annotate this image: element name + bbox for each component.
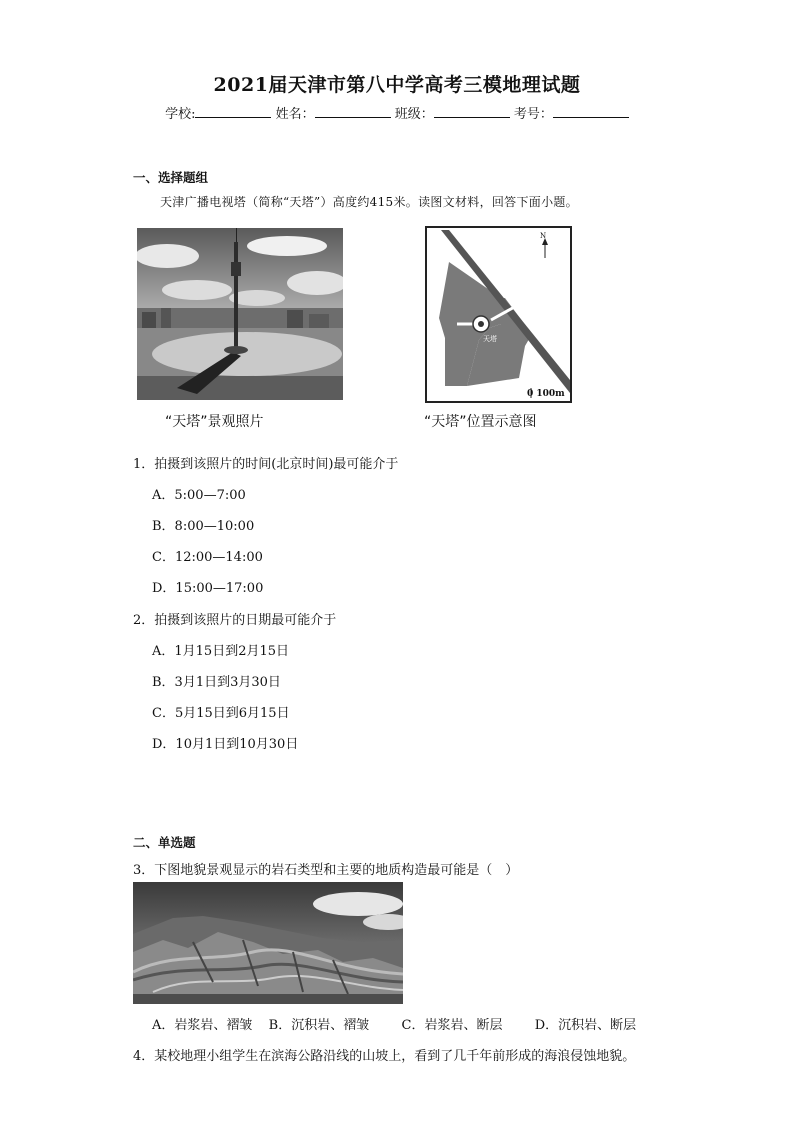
- q3-option-d[interactable]: D．沉积岩、断层: [534, 1018, 637, 1033]
- q1-option-d[interactable]: D．15:00—17:00: [152, 581, 264, 596]
- section-heading-2: 二、单选题: [133, 835, 196, 850]
- map-caption: “天塔”位置示意图: [424, 414, 537, 430]
- question-4-stem: 4．某校地理小组学生在滨海公路沿线的山坡上，看到了几千年前形成的海浪侵蚀地貌。: [133, 1049, 636, 1064]
- q1-option-c[interactable]: C．12:00—14:00: [152, 550, 263, 565]
- landform-photo-graphic: [133, 882, 403, 1004]
- map-scale: 0 100m: [527, 389, 565, 399]
- question-2-stem: 2．拍摄到该照片的日期最可能介于: [133, 613, 337, 628]
- q1-option-a[interactable]: A．5:00—7:00: [152, 488, 246, 503]
- name-blank[interactable]: [315, 105, 391, 118]
- q1-option-b[interactable]: B．8:00—10:00: [152, 519, 255, 534]
- q2-option-d[interactable]: D．10月1日到10月30日: [152, 737, 299, 752]
- tower-photo: [137, 228, 343, 400]
- name-label: 姓名：: [275, 107, 315, 122]
- exam-number-label: 考号：: [513, 107, 553, 122]
- q2-option-a[interactable]: A．1月15日到2月15日: [152, 644, 290, 659]
- material-intro: 天津广播电视塔（简称“天塔”）高度约415米。读图文材料，回答下面小题。: [160, 195, 578, 209]
- student-info-row: [0, 103, 794, 122]
- tower-map-label: 天塔: [483, 335, 497, 343]
- q2-option-b[interactable]: B．3月1日到3月30日: [152, 675, 281, 690]
- q3-option-a[interactable]: A．岩浆岩、褶皱: [152, 1018, 253, 1033]
- question-1-stem: 1．拍摄到该照片的时间(北京时间)最可能介于: [133, 457, 399, 472]
- exam-number-blank[interactable]: [553, 105, 629, 118]
- tower-photo-graphic: [137, 228, 343, 400]
- q3-options-row: [152, 1014, 636, 1033]
- section-heading-1: 一、选择题组: [133, 170, 209, 185]
- photo-caption: “天塔”景观照片: [165, 414, 264, 430]
- north-label: N: [540, 232, 547, 240]
- school-blank[interactable]: [195, 105, 271, 118]
- location-map-graphic: [427, 228, 570, 401]
- question-3-stem: 3．下图地貌景观显示的岩石类型和主要的地质构造最可能是（ ）: [133, 863, 519, 878]
- landform-photo: [133, 882, 403, 1004]
- class-label: 班级：: [394, 107, 434, 122]
- page-title: 2021届天津市第八中学高考三模地理试题: [213, 74, 581, 96]
- class-blank[interactable]: [434, 105, 510, 118]
- q3-option-b[interactable]: B．沉积岩、褶皱: [268, 1018, 370, 1033]
- school-label: 学校:: [165, 107, 196, 122]
- q3-option-c[interactable]: C．岩浆岩、断层: [401, 1018, 503, 1033]
- q2-option-c[interactable]: C．5月15日到6月15日: [152, 706, 290, 721]
- location-map: [425, 226, 572, 403]
